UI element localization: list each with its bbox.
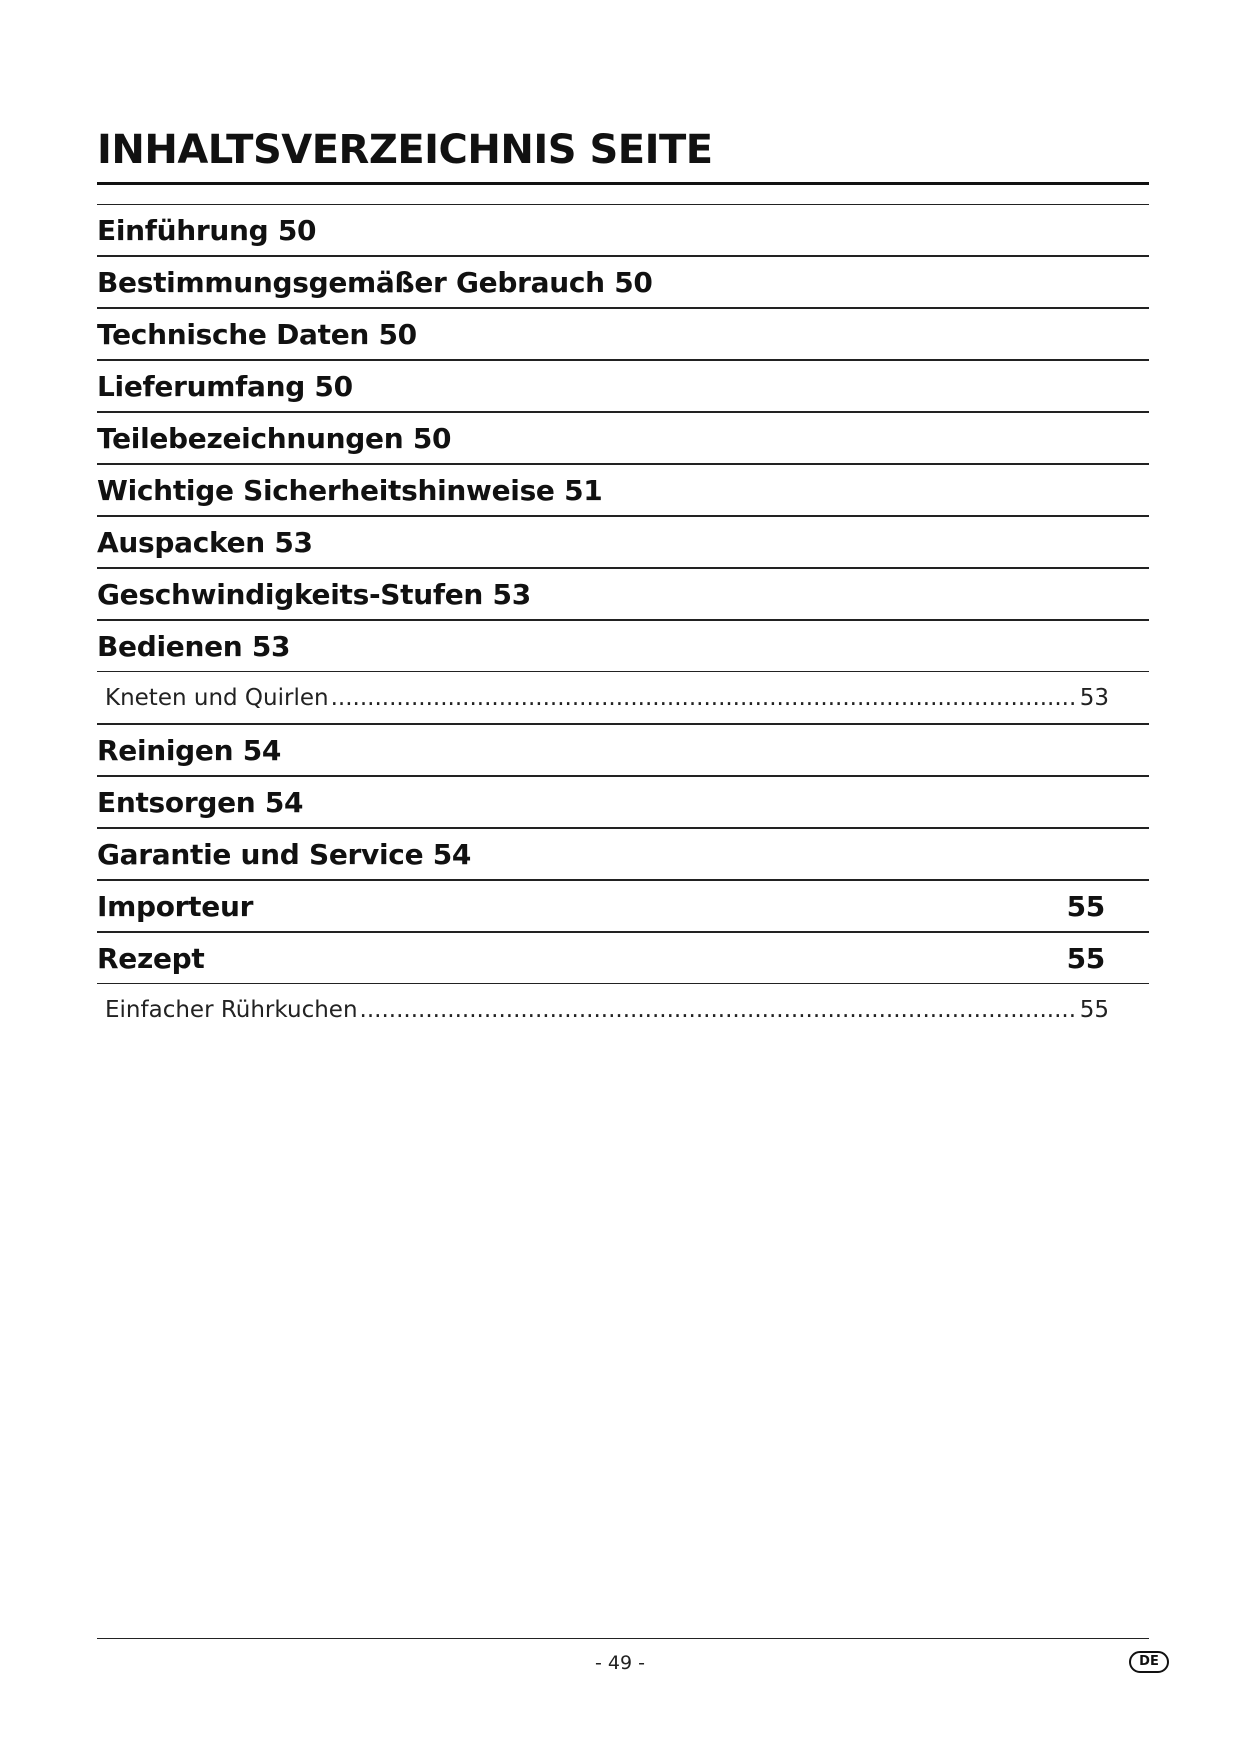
toc-entry-page: 55 bbox=[1066, 889, 1105, 923]
toc-entry-sicherheitshinweise[interactable] bbox=[97, 464, 1149, 516]
toc-subentry-label: Einfacher Rührkuchen bbox=[105, 997, 358, 1023]
toc-entry-label: Teilebezeichnungen 50 bbox=[97, 421, 452, 455]
toc-entry-importeur[interactable] bbox=[97, 880, 1149, 932]
toc-subentry-label: Kneten und Quirlen bbox=[105, 684, 329, 711]
toc-entry-label: Bedienen 53 bbox=[97, 629, 291, 663]
dot-leader bbox=[360, 997, 1076, 1023]
toc-entry-bedienen[interactable] bbox=[97, 620, 1149, 672]
toc-entry-reinigen[interactable] bbox=[97, 724, 1149, 776]
toc-subentry-page: 55 bbox=[1079, 997, 1109, 1023]
toc-entry-geschwindigkeits-stufen[interactable] bbox=[97, 568, 1149, 620]
toc-entry-einfuehrung[interactable] bbox=[97, 204, 1149, 256]
toc-entry-garantie-und-service[interactable] bbox=[97, 828, 1149, 880]
toc-entry-lieferumfang[interactable] bbox=[97, 360, 1149, 412]
toc-entry-label: Rezept bbox=[97, 941, 205, 975]
toc-entry-label: Wichtige Sicherheitshinweise 51 bbox=[97, 473, 603, 507]
toc-entry-label: Geschwindigkeits-Stufen 53 bbox=[97, 577, 531, 611]
toc-entry-teilebezeichnungen[interactable] bbox=[97, 412, 1149, 464]
toc-entry-label: Garantie und Service 54 bbox=[97, 837, 472, 871]
toc-entry-rezept[interactable] bbox=[97, 932, 1149, 984]
footer-divider bbox=[97, 1638, 1149, 1639]
table-of-contents bbox=[97, 204, 1149, 1036]
toc-subentry-kneten-und-quirlen[interactable] bbox=[97, 672, 1149, 724]
toc-entry-label: Einführung 50 bbox=[97, 213, 317, 247]
toc-entry-label: Technische Daten 50 bbox=[97, 317, 417, 351]
dot-leader bbox=[331, 685, 1076, 711]
toc-entry-label: Lieferumfang 50 bbox=[97, 369, 353, 403]
toc-entry-label: Auspacken 53 bbox=[97, 525, 313, 559]
toc-entry-page: 55 bbox=[1066, 941, 1105, 975]
toc-entry-entsorgen[interactable] bbox=[97, 776, 1149, 828]
page-number: - 49 - bbox=[595, 1652, 645, 1674]
page-title: INHALTSVERZEICHNIS SEITE bbox=[97, 130, 1149, 185]
toc-entry-label: Reinigen 54 bbox=[97, 733, 282, 767]
toc-entry-auspacken[interactable] bbox=[97, 516, 1149, 568]
toc-entry-technische-daten[interactable] bbox=[97, 308, 1149, 360]
toc-entry-label: Entsorgen 54 bbox=[97, 785, 304, 819]
toc-entry-bestimmungsgemaesser-gebrauch[interactable] bbox=[97, 256, 1149, 308]
language-badge: DE bbox=[1129, 1651, 1169, 1673]
toc-subentry-einfacher-ruehrkuchen[interactable] bbox=[97, 984, 1149, 1036]
toc-entry-label: Importeur bbox=[97, 889, 254, 923]
toc-subentry-page: 53 bbox=[1079, 684, 1109, 711]
toc-entry-label: Bestimmungsgemäßer Gebrauch 50 bbox=[97, 265, 653, 299]
